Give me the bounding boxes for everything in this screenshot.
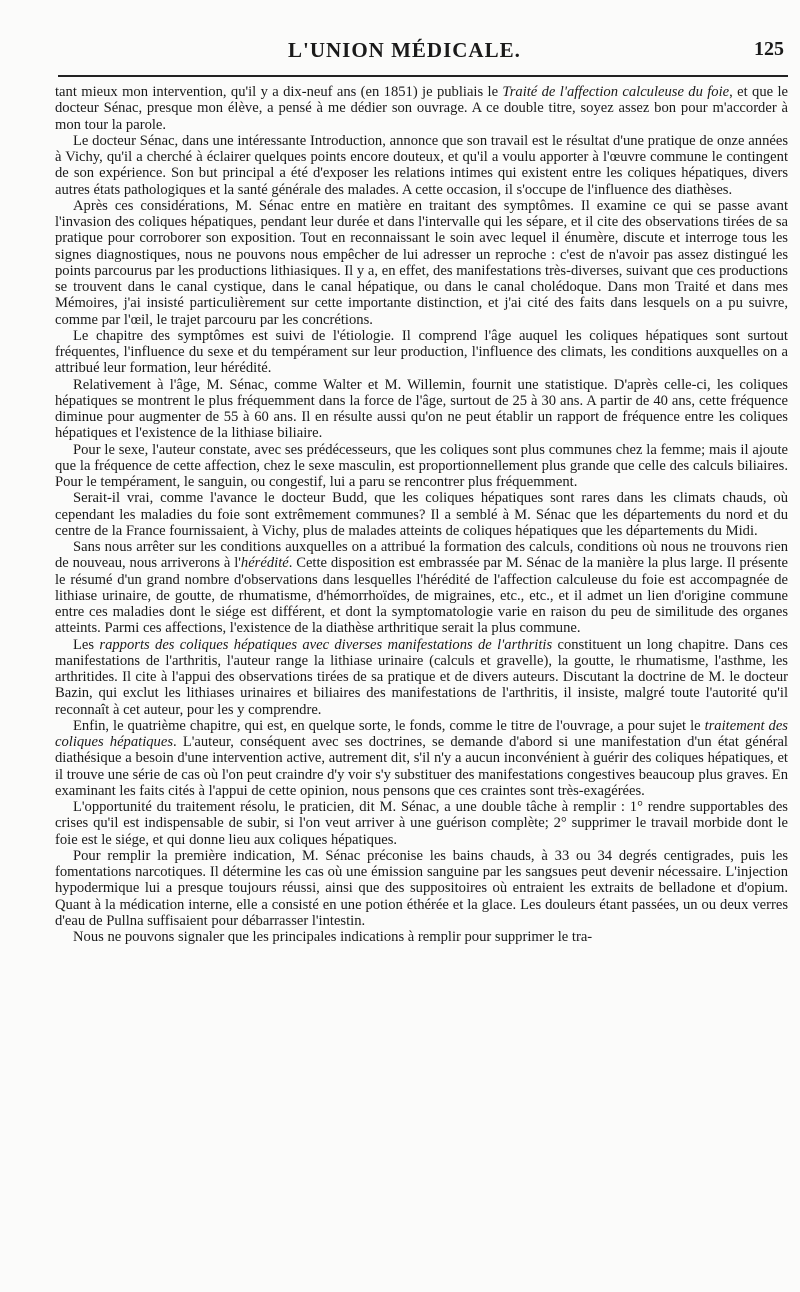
text-run: . Cette disposition est embrassée par M. Sénac de la manière la plus large. Il présente le résumé d'un grand nombre d'observations dans lesquelles l'hérédité de l'affection calculeuse du foie est accompagnée de lithiase urinaire, de goutte, de rhumatisme, d'hémorrhoïdes, de migraines, etc., etc., et il admet un lien d'origine commune entre ces maladies dont le siége est différent, et dont la symptomatologie varie en raison du peu de similitude des organes atteints. Parmi ces affections, l'existence de la diathèse arthritique serait la plus commune. bbox=[55, 555, 789, 637]
running-head bbox=[58, 38, 790, 78]
paragraph bbox=[55, 539, 788, 637]
paragraph bbox=[55, 848, 788, 929]
paragraph bbox=[55, 929, 788, 945]
paragraph bbox=[55, 328, 788, 377]
text-run: Le docteur Sénac, dans une intéressante Introduction, annonce que son travail est le résultat d'une pratique de onze années à Vichy, qu'il a cherché à éclairer quelques points encore douteux, et qu'il a voulu apporter à l'œuvre commune le contingent de son expérience. Son but principal a été d'exposer les relations intimes qui existent entre les coliques hépatiques, divers autres états pathologiques et la santé générale des malades. A cette occasion, il s'occupe de l'influence des diathèses. bbox=[55, 132, 788, 198]
paragraph bbox=[55, 84, 788, 133]
text-run: Sans nous arrêter sur les conditions auxquelles on a attribué la formation des calculs, conditions où nous ne trouvons rien de nouveau, nous arriverons à l' bbox=[55, 539, 788, 572]
text-run: Après ces considérations, M. Sénac entre en matière en traitant des symptômes. Il examine ce qui se passe avant l'invasion des coliques hépatiques, pendant leur durée et dans l'intervalle qui les sépare, et il cite des observations tirées de sa pratique pour corroborer son exposition. Tout en reconnaissant le soin avec lequel il énumère, discute et interroge tous les signes diagnostiques, nous ne pouvons nous empêcher de lui adresser un reproche : c'est de n'avoir pas assez distingué les points parcourus par les productions lithiasiques. Il y a, en effet, des manifestations très-diverses, suivant que ces productions se trouvent dans le canal cystique, dans le canal hépatique, ou dans le canal cholédoque. Dans mon Traité et dans mes Mémoires, j'ai insisté particulièrement sur cette importante distinction, et j'ai cité des faits dans lesquels on a pu suivre, comme par l'œil, le trajet parcouru par les concrétions. bbox=[55, 197, 788, 328]
text-run: constituent un long chapitre. Dans ces manifestations de l'arthritis, l'auteur range la lithiase urinaire (calculs et gravelle), la goutte, le rhumatisme, l'asthme, les arthritides. Il cite à l'appui des observations tirées de sa pratique et de divers auteurs. Discutant la doctrine de M. le docteur Bazin, qui exclut les lithiases urinaires et biliaires des manifestations de l'arthritis, il insiste, malgré toute l'autorité qu'il reconnaît à cet auteur, pour les y comprendre. bbox=[55, 636, 788, 718]
italic-text-run: hérédité bbox=[240, 555, 289, 572]
text-run: Relativement à l'âge, M. Sénac, comme Walter et M. Willemin, fournit une statistique. D'après celle-ci, les coliques hépatiques se montrent le plus fréquemment dans la force de l'âge, surtout de 25 à 30 ans. A partir de 40 ans, cette fréquence diminue pour augmenter de 55 à 60 ans. Il en résulte aussi qu'on ne peut établir un rapport de fréquence entre les coliques hépatiques et l'existence de la lithiase biliaire. bbox=[55, 376, 788, 442]
text-run: tant mieux mon intervention, qu'il y a dix-neuf ans (en 1851) je publiais le bbox=[55, 84, 503, 100]
italic-text-run: traitement des coliques hépatiques bbox=[55, 717, 788, 750]
text-run: . L'auteur, conséquent avec ses doctrines, se demande d'abord si une manifestation d'un état général diathésique a besoin d'une intervention active, autrement dit, s'il n'y a aucun inconvénient à guérir des coliques hépatiques, et il trouve une série de cas où l'on peut craindre d'y voir s'y substituer des manifestations congestives beaucoup plus graves. En examinant les faits cités à l'appui de cette opinion, nous pensons que ces craintes sont très-exagérées. bbox=[55, 734, 788, 799]
journal-title: L'UNION MÉDICALE. bbox=[288, 38, 521, 62]
page-number: 125 bbox=[754, 38, 784, 60]
paragraph bbox=[55, 198, 788, 328]
paragraph bbox=[55, 377, 788, 442]
paragraph bbox=[55, 490, 788, 539]
text-run: Le chapitre des symptômes est suivi de l'étiologie. Il comprend l'âge auquel les coliques hépatiques sont surtout fréquentes, l'influence du sexe et du tempérament sur leur production, l'influence des climats, les conditions auxquelles on a attribué leur formation, leur hérédité. bbox=[55, 327, 788, 377]
text-run: Les bbox=[73, 636, 100, 653]
paragraph bbox=[55, 799, 788, 848]
paragraph bbox=[55, 442, 788, 491]
text-run: L'opportunité du traitement résolu, le praticien, dit M. Sénac, a une double tâche à remplir : 1° rendre supportables des crises qu'il est indispensable de subir, si l'on veut arriver à une guérison complète; 2° supprimer le travail morbide dont le foie est le siége, et qui donne lieu aux coliques hépatiques. bbox=[55, 799, 788, 848]
text-run: Pour le sexe, l'auteur constate, avec ses prédécesseurs, que les coliques sont plus communes chez la femme; mais il ajoute que la fréquence de cette affection, chez le sexe masculin, est proportionnellement plus grande que celle des calculs biliaires. Pour le tempérament, le sanguin, ou congestif, lui a paru se rencontrer plus fréquemment. bbox=[55, 441, 788, 490]
body-text bbox=[55, 84, 788, 1284]
text-run: Serait-il vrai, comme l'avance le docteur Budd, que les coliques hépatiques sont rares dans les climats chauds, où cependant les maladies du foie sont extrêmement communes? Il a semblé à M. Sénac que les départements du nord et du centre de la France fournissaient, à Vichy, plus de malades atteints de coliques hépatiques que les départements du Midi. bbox=[55, 490, 788, 539]
italic-text-run: Traité de l'affection calculeuse du foie bbox=[502, 84, 730, 100]
italic-text-run: rapports des coliques hépatiques avec diverses manifestations de l'arthritis bbox=[99, 636, 553, 653]
header-rule bbox=[58, 75, 788, 77]
paragraph bbox=[55, 133, 788, 198]
text-run: Pour remplir la première indication, M. Sénac préconise les bains chauds, à 33 ou 34 degrés centigrades, puis les fomentations narcotiques. Il détermine les cas où une émission sanguine par les sangsues peut devenir nécessaire. L'injection hypodermique lui a presque toujours réussi, ainsi que des suppositoires où entraient les extraits de belladone et d'opium. Quant à la médication interne, elle a consisté en une potion éthérée et la glace. Les douleurs étant passées, un ou deux verres d'eau de Pullna suffisaient pour débarrasser l'intestin. bbox=[55, 847, 788, 929]
paragraph bbox=[55, 637, 788, 718]
text-run: Nous ne pouvons signaler que les principales indications à remplir pour supprimer le tra- bbox=[73, 929, 593, 945]
paragraph bbox=[55, 718, 788, 799]
text-run: Enfin, le quatrième chapitre, qui est, en quelque sorte, le fonds, comme le titre de l'ouvrage, a pour sujet le bbox=[73, 717, 705, 734]
text-run: , et que le docteur Sénac, presque mon élève, a pensé à me dédier son ouvrage. A ce double titre, soyez assez bon pour m'accorder à mon tour la parole. bbox=[55, 84, 788, 133]
